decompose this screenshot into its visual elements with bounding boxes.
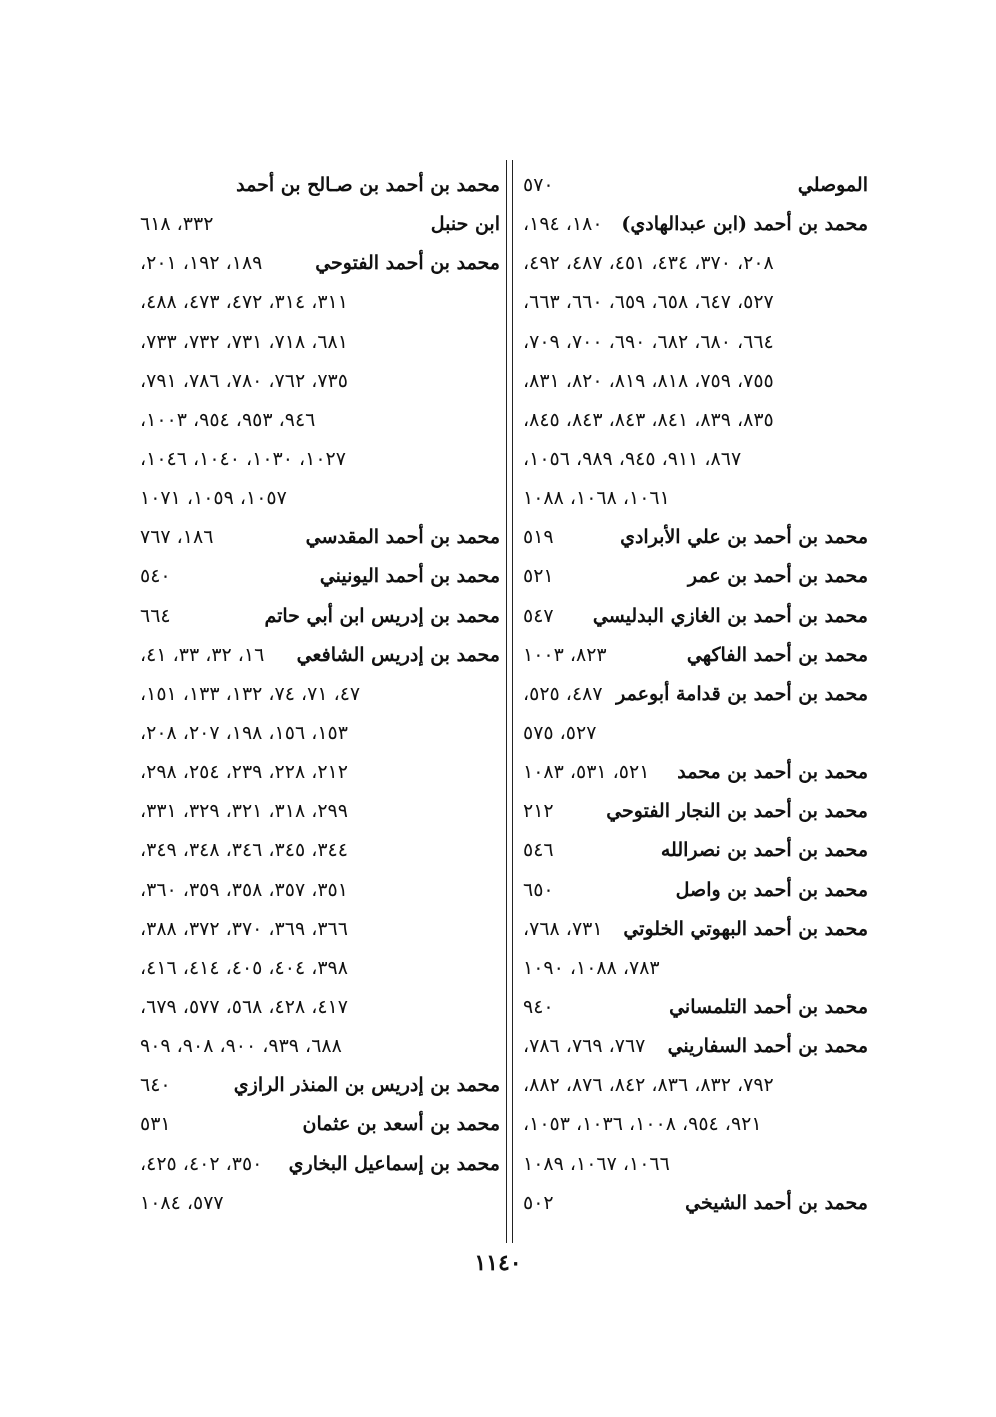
index-line [523, 597, 868, 636]
index-page-refs: ١٠٢٧، ١٠٣٠، ١٠٤٠، ١٠٤٦، [140, 447, 346, 470]
index-line [140, 1105, 500, 1144]
index-line [140, 792, 500, 831]
column-divider [512, 160, 513, 1243]
index-line [523, 753, 868, 792]
index-page-refs: ٥٤٧ [523, 604, 554, 627]
index-page-refs: ٥٣١ [140, 1113, 171, 1136]
index-line [140, 323, 500, 362]
index-line [140, 988, 500, 1027]
index-page-refs: ٩٤٦، ٩٥٣، ٩٥٤، ١٠٠٣، [140, 408, 316, 431]
index-line [523, 831, 868, 870]
index-page-refs: ١٦، ٣٢، ٣٣، ٤١، [140, 643, 265, 666]
index-page-refs: ١٨٠، ١٩٤، [523, 213, 603, 236]
index-entry-name: محمد بن أحمد البهوتي الخلوتي [623, 917, 868, 940]
index-page-refs: ٨٢٣، ١٠٠٣ [523, 643, 607, 666]
index-line [140, 283, 500, 322]
index-line [523, 401, 868, 440]
index-page-refs: ٧٥٥، ٧٥٩، ٨١٨، ٨١٩، ٨٢٠، ٨٣١، [523, 369, 774, 392]
index-page-refs: ٥٧٠ [523, 174, 554, 196]
index-page-refs: ١٠٦١، ١٠٦٨، ١٠٨٨ [523, 487, 670, 510]
index-entry-name: محمد بن أحمد بن محمد [677, 761, 868, 784]
index-page-refs: ٥٢١ [523, 565, 554, 588]
index-line [523, 910, 868, 949]
index-page-refs: ٤١٧، ٤٢٨، ٥٦٨، ٥٧٧، ٦٧٩، [140, 995, 348, 1018]
index-entry-name: محمد بن أحمد بن نصرالله [660, 839, 868, 862]
index-page-refs: ٢١٢ [523, 800, 554, 823]
index-line [140, 1027, 500, 1066]
index-line [523, 440, 868, 479]
index-line [523, 205, 868, 244]
index-line [140, 753, 500, 792]
index-page-refs: ٩٤٠ [523, 995, 554, 1018]
index-page-refs: ١٨٩، ١٩٢، ٢٠١، [140, 252, 263, 275]
index-line [140, 1184, 500, 1223]
index-line [140, 871, 500, 910]
index-line [523, 988, 868, 1027]
index-page-refs: ٥١٩ [523, 526, 554, 549]
index-page-refs: ٨٣٥، ٨٣٩، ٨٤١، ٨٤٣، ٨٤٣، ٨٤٥، [523, 408, 774, 431]
index-page-refs: ٥٤٦ [523, 839, 554, 862]
index-line [523, 518, 868, 557]
index-page-refs: ٦٨١، ٧١٨، ٧٣١، ٧٣٢، ٧٣٣، [140, 330, 348, 353]
index-line [523, 283, 868, 322]
index-page-refs: ٥٢٧، ٥٧٥ [523, 721, 597, 744]
index-line [140, 205, 500, 244]
index-entry-name: محمد بن أحمد بن النجار الفتوحي [606, 800, 868, 823]
index-line [523, 166, 868, 205]
index-page-refs: ٢١٢، ٢٢٨، ٢٣٩، ٢٥٤، ٢٩٨، [140, 761, 348, 784]
index-line [523, 323, 868, 362]
index-line [523, 1145, 868, 1184]
index-entry-name: محمد بن أحمد الفتوحي [315, 252, 500, 275]
index-line [140, 557, 500, 596]
index-line [523, 871, 868, 910]
index-line [140, 518, 500, 557]
index-entry-name: محمد بن أحمد السفاريني [667, 1035, 868, 1058]
index-entry-name: محمد بن إدريس ابن أبي حاتم [264, 604, 500, 627]
index-entry-name: محمد بن إسماعيل البخاري [288, 1152, 500, 1175]
index-line [140, 675, 500, 714]
index-entry-name: محمد بن أحمد بن عمر [687, 565, 868, 588]
index-line [523, 675, 868, 714]
index-line [523, 636, 868, 675]
index-line [140, 831, 500, 870]
index-page-refs: ٧٩٢، ٨٣٢، ٨٣٦، ٨٤٢، ٨٧٦، ٨٨٢، [523, 1074, 774, 1097]
index-entry-name: محمد بن أحمد بن قدامة أبوعمر [616, 682, 868, 705]
index-line [523, 479, 868, 518]
index-entry-name: محمد بن أحمد بن علي الأبرادي [620, 526, 868, 549]
index-page-refs: ٤٨٧، ٥٢٥، [523, 682, 603, 705]
index-page-refs: ٩٢١، ٩٥٤، ١٠٠٨، ١٠٣٦، ١٠٥٣، [523, 1113, 762, 1136]
index-entry-name: محمد بن أحمد المقدسي [305, 526, 500, 549]
index-line [523, 244, 868, 283]
index-line [140, 910, 500, 949]
index-entry-name: محمد بن أحمد بن واصل [675, 878, 868, 901]
index-page-refs: ٣٩٨، ٤٠٤، ٤٠٥، ٤١٤، ٤١٦، [140, 956, 348, 979]
index-entry-name: الموصلي [797, 174, 868, 196]
index-page-refs: ٧٣٥، ٧٦٢، ٧٨٠، ٧٨٦، ٧٩١، [140, 369, 348, 392]
index-line [523, 557, 868, 596]
index-line [140, 1145, 500, 1184]
index-page-refs: ٢٩٩، ٣١٨، ٣٢١، ٣٢٩، ٣٣١، [140, 800, 348, 823]
index-entry-name: محمد بن أحمد بن صـالح بن أحمد [236, 174, 500, 196]
index-line [140, 597, 500, 636]
index-page-refs: ٣٥١، ٣٥٧، ٣٥٨، ٣٥٩، ٣٦٠، [140, 878, 348, 901]
index-entry-name: محمد بن أحمد الشيخي [685, 1191, 868, 1214]
index-page-refs: ٣٥٠، ٤٠٢، ٤٢٥، [140, 1152, 263, 1175]
index-page-refs: ٧٦٧، ٧٦٩، ٧٨٦، [523, 1035, 646, 1058]
index-page-refs: ٥٢٧، ٦٤٧، ٦٥٨، ٦٥٩، ٦٦٠، ٦٦٣، [523, 291, 774, 314]
index-line [140, 440, 500, 479]
index-line [523, 1027, 868, 1066]
index-page-refs: ٦٦٤، ٦٨٠، ٦٨٢، ٦٩٠، ٧٠٠، ٧٠٩، [523, 330, 774, 353]
index-page-refs: ١٥٣، ١٥٦، ١٩٨، ٢٠٧، ٢٠٨، [140, 721, 348, 744]
index-page-refs: ٣٤٤، ٣٤٥، ٣٤٦، ٣٤٨، ٣٤٩، [140, 839, 348, 862]
index-line [523, 714, 868, 753]
index-line [523, 792, 868, 831]
index-page-refs: ١٠٥٧، ١٠٥٩، ١٠٧١ [140, 487, 287, 510]
index-line [140, 362, 500, 401]
index-page-refs: ٥٢١، ٥٣١، ١٠٨٣ [523, 761, 650, 784]
index-line [140, 401, 500, 440]
index-column-right [523, 166, 868, 1223]
index-page-refs: ٨٦٧، ٩١١، ٩٤٥، ٩٨٩، ١٠٥٦، [523, 447, 742, 470]
index-page-refs: ٦٦٤ [140, 604, 171, 627]
index-page-refs: ٧٨٣، ١٠٨٨، ١٠٩٠ [523, 956, 660, 979]
index-line [140, 1066, 500, 1105]
index-entry-name: محمد بن أسعد بن عثمان [302, 1113, 500, 1136]
index-line [140, 949, 500, 988]
index-page-refs: ٣١١، ٣١٤، ٤٧٢، ٤٧٣، ٤٨٨، [140, 291, 348, 314]
index-page-refs: ٥٠٢ [523, 1191, 554, 1214]
index-line [140, 479, 500, 518]
index-page-refs: ٥٧٧، ١٠٨٤ [140, 1191, 224, 1214]
page-number: ١١٤٠ [474, 1250, 522, 1276]
index-line [523, 1184, 868, 1223]
index-line [140, 714, 500, 753]
index-page-refs: ٣٣٢، ٦١٨ [140, 213, 214, 236]
index-entry-name: محمد بن أحمد التلمساني [669, 995, 868, 1018]
index-line [523, 362, 868, 401]
index-entry-name: محمد بن إدريس الشافعي [296, 643, 500, 666]
index-page-refs: ٧٣١، ٧٦٨، [523, 917, 603, 940]
index-page-refs: ٢٠٨، ٣٧٠، ٤٣٤، ٤٥١، ٤٨٧، ٤٩٢، [523, 252, 774, 275]
index-page-refs: ٥٤٠ [140, 565, 171, 588]
index-page-refs: ٦٥٠ [523, 878, 554, 901]
index-page-refs: ٦٤٠ [140, 1074, 171, 1097]
index-entry-name: محمد بن أحمد بن الغازي البدليسي [592, 604, 868, 627]
index-page-refs: ١٠٦٦، ١٠٦٧، ١٠٨٩ [523, 1152, 670, 1175]
index-line [140, 636, 500, 675]
index-entry-name: محمد بن أحمد (ابن عبدالهادي) [621, 213, 868, 236]
column-divider [506, 160, 507, 1243]
index-entry-name: محمد بن إدريس بن المنذر الرازي [233, 1074, 500, 1097]
index-entry-name: محمد بن أحمد اليونيني [319, 565, 500, 588]
index-line [523, 949, 868, 988]
index-page-refs: ٦٨٨، ٩٣٩، ٩٠٠، ٩٠٨، ٩٠٩ [140, 1035, 342, 1058]
index-column-left [140, 166, 500, 1223]
index-line [523, 1066, 868, 1105]
index-entry-name: ابن حنبل [430, 213, 500, 236]
index-page-refs: ٤٧، ٧١، ٧٤، ١٣٢، ١٣٣، ١٥١، [140, 682, 361, 705]
index-line [140, 244, 500, 283]
index-line [523, 1105, 868, 1144]
index-page-refs: ٣٦٦، ٣٦٩، ٣٧٠، ٣٧٢، ٣٨٨، [140, 917, 348, 940]
index-entry-name: محمد بن أحمد الفاكهي [686, 643, 868, 666]
index-page-refs: ١٨٦، ٧٦٧ [140, 526, 214, 549]
index-line [140, 166, 500, 205]
